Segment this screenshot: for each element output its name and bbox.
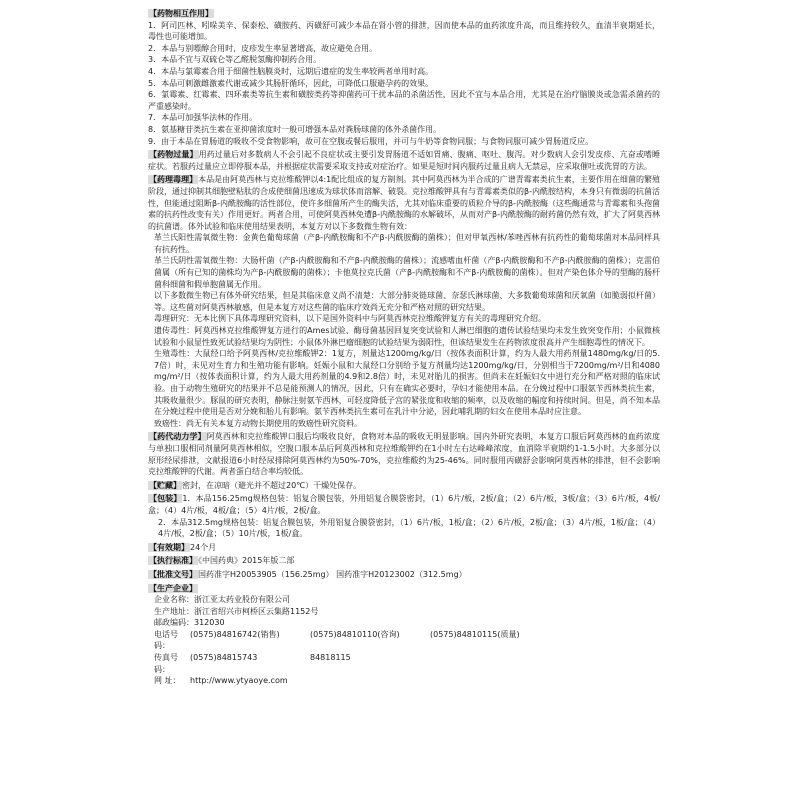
- storage-section: [148, 480, 660, 492]
- pharmacology-toxicology-section: [148, 174, 660, 429]
- fax-row: [148, 652, 660, 675]
- manufacturer-section: [148, 583, 660, 687]
- standard-section: [148, 555, 660, 567]
- fax-number-2: 84818115: [310, 653, 351, 663]
- approval-section: [148, 569, 660, 581]
- reproductive-toxicity-text: 生殖毒性：大鼠经口给予阿莫西林/克拉维酸钾2：1复方，剂量达1200mg/kg/日（按体表面积计算，约为人最大用药剂量1480mg/kg/日的5.7倍）时，未见对生育力和生殖功能有影响。妊娠小鼠和大鼠经口分别给予复方剂量均达1200mg/kg/日，分别相当于7200mg/m²/日和4080mg/m²/日（按体表面积计算，约为人最大用药剂量的4.9和2.8倍）时，未见对胎儿的损害。但尚未在妊娠妇女中进行充分和严格对照的临床试验。由于动物生殖研究的结果并不总是能预测人的情况，因此，只有在确实必要时，孕妇才能使用本品。在分娩过程中口服氨苄西林类抗生素，其吸收量很少。豚鼠的研究表明，静脉注射氨苄西林，可轻度降低子宫的紧张度和收缩的频率，以及收缩的幅度和持续时间。但是，尚不知本品在分娩过程中使用是否对分娩和胎儿有影响。氨苄西林类抗生素可在乳汁中分泌，因此哺乳期的妇女在使用本品时应注意。: [154, 349, 660, 417]
- phone-inquiry: (0575)84810110(咨询): [310, 629, 400, 639]
- interaction-item: 3．本品不宜与双硫仑等乙醛脱氢酶抑制药合用。: [148, 55, 322, 65]
- interaction-item: 8．氨基糖苷类抗生素在亚抑菌浓度时一般可增强本品对粪肠球菌的体外杀菌作用。: [148, 124, 442, 134]
- zip-code: 312030: [194, 618, 225, 628]
- storage-text: 密封，在凉暗（避光并不超过20℃）干燥处保存。: [182, 480, 362, 490]
- gram-positive-text: 革兰氏阳性需氧微生物：金黄色葡萄球菌（产β-内酰胺酶和不产β-内酰胺酶的菌株）；但对甲氧西林/苯唑西林有抗药性的葡萄球菌对本品同样具有抗药性。: [154, 233, 660, 254]
- package-section: [148, 493, 660, 539]
- overdose-section: [148, 149, 660, 172]
- pharmacokinetics-text: 阿莫西林和克拉维酸钾口服后均吸收良好，食物对本品的吸收无明显影响。国内外研究表明，本复方口服后阿莫西林的血药浓度与单独口服相同剂量阿莫西林相似，空腹口服本品后阿莫西林和克拉维酸钾约在1小时左右达峰峰浓度，血消除半衰期约1-1.5小时。大多部分以原形经尿排泄，文献报道6小时经尿排除阿莫西林约为50%-70%，克拉维酸约为25-46%。同时服用丙磺舒会影响阿莫西林的排泄，但不会影响克拉维酸钾的代谢。两者蛋白结合率均较低。: [148, 432, 660, 477]
- overdose-heading: 【药物过量】: [149, 150, 198, 160]
- interaction-item: 7．本品可加强华法林的作用。: [148, 113, 258, 123]
- validity-text: 24个月: [190, 542, 217, 552]
- genetic-toxicity-text: 遗传毒性：阿莫西林克拉维酸钾复方进行的Ames试验、酶母菌基因回复突变试验和人淋巴细胞的遗传试验结果均未发生致突变作用；小鼠微核试验和小鼠显性致死试验结果均为阴性；小鼠体外淋巴瘤细胞的试验结果为弱阳性，但该结果发生在药物浓度很高并产生细胞毒性的情况下。: [154, 326, 660, 347]
- drug-interactions-section: [148, 8, 660, 147]
- phone-label: 电话号码：: [154, 629, 178, 651]
- interaction-item: 5．本品可刺激雌激素代谢或减少其肠肝循环，因此，可降低口服避孕药的效果。: [148, 78, 434, 88]
- gram-negative-text: 革兰氏阴性需氧微生物：大肠杆菌（产β-内酰胺酶和不产β-内酰胺酶的菌株）；流感嗜血杆菌（产β-内酰胺酶和不产β-内酰胺酶的菌株）；克雷伯菌属（所有已知的菌株均为产β-内酰胺酶的菌株）；卡他莫拉克氏菌（产β-内酰胺酶和不产β-内酰胺酶的菌株）。但对产染色体介导的型酶的肠杆菌科细菌和假单胞菌属无作用。: [154, 256, 660, 289]
- validity-heading: 【有效期】: [149, 542, 189, 552]
- website-row: [148, 675, 660, 687]
- standard-text: 《中国药典》2015年版二部: [198, 556, 295, 566]
- interaction-item: 4．本品与氯霉素合用于细菌性脑膜炎时，远期后遗症的发生率较两者单用时高。: [148, 66, 434, 76]
- website-url: http://www.ytyaoye.com: [190, 676, 288, 686]
- package-text-2: 2．本品312.5mg规格包装：铝复合膜包装，外用铝复合膜袋密封，（1）6片/板，1板/盒；（2）6片/板，2板/盒；（3）4片/板，1板/盒；（4）4片/板，2板/盒；（5）10片/板，1板/盒。: [158, 517, 660, 539]
- storage-heading: 【贮藏】: [149, 480, 181, 490]
- carcinogenicity-text: 致癌性：尚无有关本复方动物长期使用的致癌性研究资料。: [154, 418, 362, 428]
- company-address: 浙江省绍兴市柯桥区云集路1152号: [194, 606, 319, 616]
- package-text-1: 1．本品156.25mg规格包装：铝复合膜包装，外用铝复合膜袋密封，（1）6片/板，2板/盒；（2）6片/板，3板/盒；（3）6片/板，4板/盒；（4）4片/板，4板/盒；（5）4片/板，2板/盒。: [148, 494, 660, 515]
- drug-interactions-heading: 【药物相互作用】: [149, 9, 213, 18]
- website-label: 网 址：: [154, 676, 181, 686]
- interaction-item: 2．本品与别嘌醇合用时，皮疹发生率显著增高，故应避免合用。: [148, 43, 378, 53]
- package-heading: 【包装】: [149, 494, 182, 504]
- overdose-text: 用药过量后对多数病人不会引起不良症状或主要引发胃肠道不适如胃痛、腹痛、呕吐、腹泻。对少数病人会引发皮疹、亢奋或嗜睡症状。若服药过量应立即停服本品，并根据症状需要采取支持或对症治疗。如果是短时间内服药过量且病人无禁忌，应采取催吐或洗胃的方法。: [148, 150, 660, 171]
- phone-quality: (0575)84810115(质量): [430, 629, 520, 639]
- company-name: 浙江亚太药业股份有限公司: [194, 595, 290, 605]
- address-label: 生产地址：: [154, 606, 194, 616]
- interaction-item: 6．氯霉素、红霉素、四环素类等抗生素和磺胺类药等抑菌药可干扰本品的杀菌活性，因此不宜与本品合用，尤其是在治疗脑膜炎或急需杀菌药的严重感染时。: [148, 90, 660, 111]
- fax-number-1: (0575)84815743: [190, 653, 258, 663]
- approval-text: 国药准字H20053905（156.25mg） 国药准字H20123002（312.5mg）: [198, 569, 467, 579]
- pharmacokinetics-section: [148, 431, 660, 477]
- manufacturer-heading: 【生产企业】: [149, 583, 197, 593]
- interaction-item: 1．阿司匹林、吲哚美辛、保泰松、磺胺药、丙磺舒可减少本品在肾小管的排泄，因而使本品的血药浓度升高，而且维持较久，血清半衰期延长，毒性也可能增加。: [148, 20, 660, 42]
- interaction-item: 9．由于本品在胃肠道的吸收不受食物影响，故可在空腹或餐后服用，并可与牛奶等食物同服；与食物同服可减少胃肠道反应。: [148, 136, 594, 146]
- company-name-label: 企业名称：: [154, 595, 194, 605]
- clinical-note-text: 以下多数微生物已有体外研究结果，但是其临床意义尚不清楚：大部分肺炎链球菌、奈瑟氏淋球菌、大多数葡萄球菌和厌氧菌（如脆弱拟杆菌）等。这些菌对阿莫西林敏感，但是本复方对这些菌的临床疗效尚无充分和严格对照的研究结果。: [154, 291, 660, 312]
- pharmacokinetics-heading: 【药代动力学】: [149, 432, 206, 442]
- toxicity-study-text: 毒理研究：无本比例下具体毒理研究资料，以下是国外资料中与阿莫西林克拉维酸钾复方有关的毒理研究介绍。: [154, 314, 546, 324]
- pharmacology-toxicology-heading: 【药理毒理】: [149, 175, 198, 185]
- approval-heading: 【批准文号】: [149, 569, 197, 579]
- standard-heading: 【执行标准】: [149, 556, 197, 566]
- validity-section: [148, 542, 660, 554]
- drug-leaflet: [148, 8, 660, 796]
- phone-sales: (0575)84816742(销售): [190, 629, 280, 639]
- pharmacology-intro: 本品是由阿莫西林与克拉维酸钾以4:1配比组成的复方制剂。其中阿莫西林为半合成的广谱青霉素类抗生素，主要作用在细菌的繁殖阶段，通过抑制其细胞壁粘肽的合成使细菌迅速成为球状体而溶解、破裂。克拉维酸钾具有与青霉素类似的β-内酰胺结构，本身只有微弱的抗菌活性，但能通过阻断β-内酰胺酶的活性部位，使许多细菌所产生的酶失活，尤其对临床重要的质粒介导的β-内酰胺酶（这些酶通常与青霉素和头孢菌素的抗药性改变有关）作用更好。两者合用，可使阿莫西林免遭β-内酰胺酶的水解破坏，从而对产β-内酰胺酶的耐药菌仍然有效，扩大了阿莫西林的抗菌谱。体外试验和临床使用结果表明，本复方对以下多数微生物有效：: [148, 175, 660, 231]
- phone-row: [148, 629, 660, 652]
- zip-label: 邮政编码：: [154, 618, 194, 628]
- fax-label: 传真号码：: [154, 653, 178, 674]
